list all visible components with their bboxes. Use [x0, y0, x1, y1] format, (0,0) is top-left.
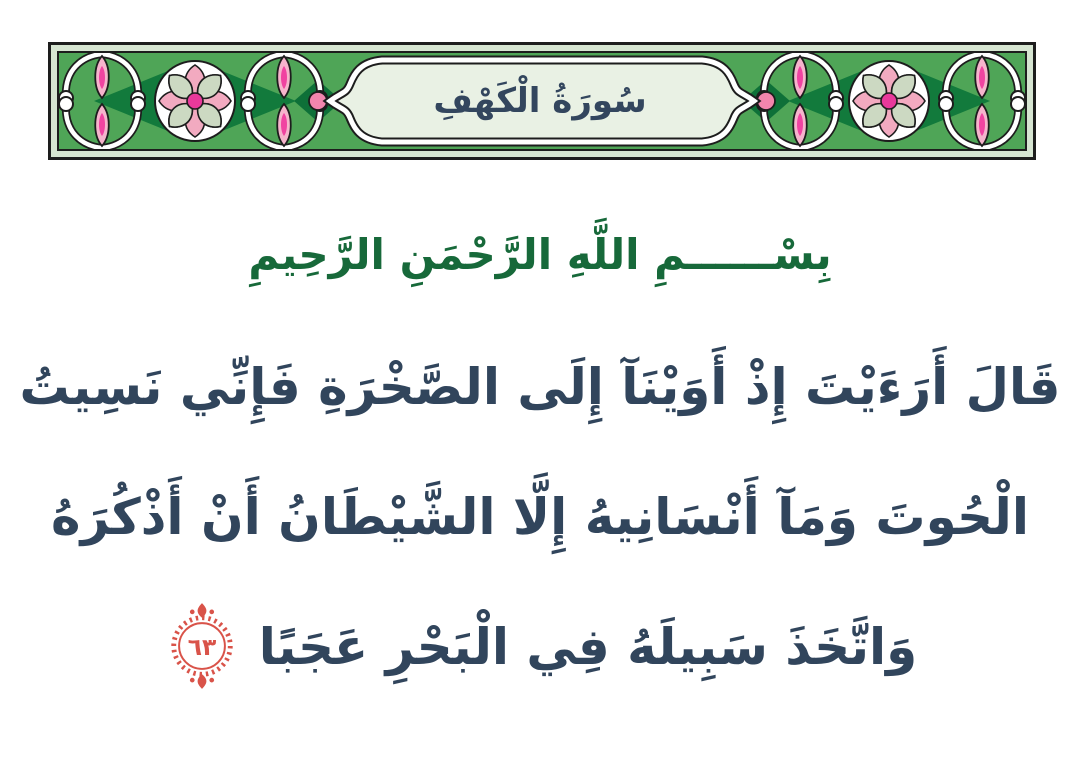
- verse-line-3: [0, 582, 1080, 712]
- verse-line-1: قَالَ أَرَءَيْتَ إِذْ أَوَيْنَآ إِلَى الصَّخْرَةِ فَإِنِّي نَسِيتُ: [19, 358, 1061, 416]
- surah-title: سُورَةُ الْكَهْفِ: [433, 81, 647, 121]
- ayah-number: ٦٣: [187, 632, 217, 661]
- verse-line-3-text: وَاتَّخَذَ سَبِيلَهُ فِي الْبَحْرِ عَجَبًا: [258, 618, 918, 676]
- ayah-end-rosette-marker-icon: [163, 601, 241, 691]
- verse-block: [0, 322, 1080, 712]
- verse-line-2: الْحُوتَ وَمَآ أَنْسَانِيهُ إِلَّا الشَّيْطَانُ أَنْ أَذْكُرَهُ: [51, 488, 1029, 546]
- bismillah-text: بِسْــــــمِ اللَّهِ الرَّحْمَنِ الرَّحِيمِ: [248, 229, 832, 279]
